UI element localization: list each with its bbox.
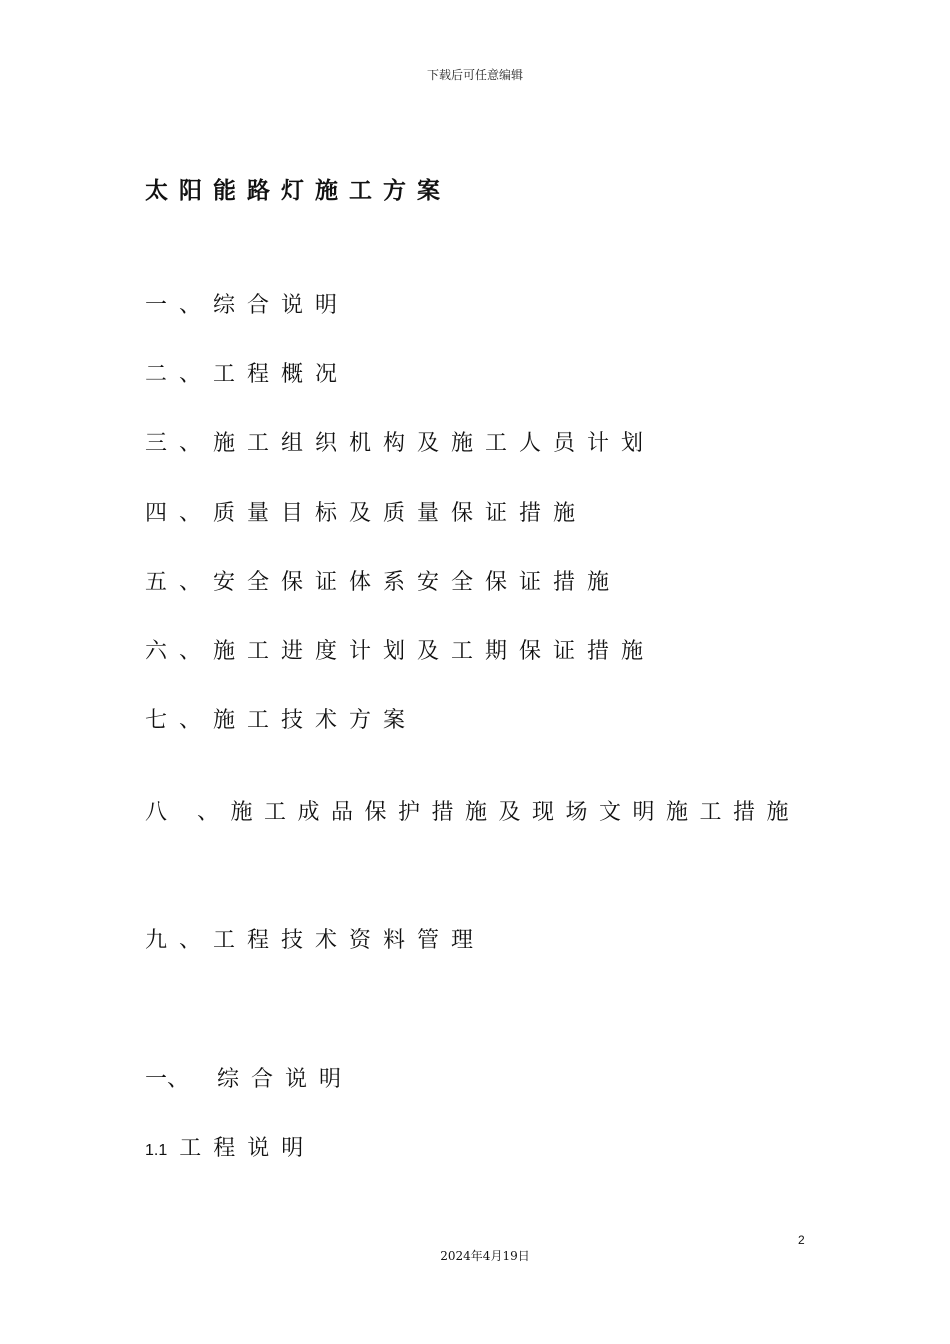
subsection-number: 1.1 bbox=[145, 1142, 168, 1159]
toc-item-number: 一、 bbox=[145, 293, 214, 318]
toc-item bbox=[145, 923, 485, 954]
toc-item-text: 工程技术资料管理 bbox=[213, 928, 486, 953]
toc-item-text: 施工组织机构及施工人员计划 bbox=[213, 431, 656, 456]
toc-item-text: 工程概况 bbox=[213, 362, 350, 387]
toc-item-text: 施工进度计划及工期保证措施 bbox=[213, 639, 656, 664]
toc-item-number: 二、 bbox=[145, 362, 214, 387]
toc-item bbox=[145, 703, 417, 734]
header-note: 下载后可任意编辑 bbox=[426, 68, 523, 82]
toc-item-text: 质量目标及质量保证措施 bbox=[213, 501, 588, 526]
toc-item-number: 六、 bbox=[145, 639, 214, 664]
toc-item bbox=[145, 288, 349, 319]
toc-item bbox=[145, 357, 349, 388]
toc-item-text: 安全保证体系安全保证措施 bbox=[213, 570, 622, 595]
section-heading bbox=[145, 1062, 353, 1093]
section-title: 综合说明 bbox=[217, 1067, 354, 1092]
toc-item-text: 综合说明 bbox=[213, 293, 350, 318]
footer-date: 2024年4月19日 bbox=[440, 1249, 530, 1263]
toc-item-number: 五、 bbox=[145, 570, 214, 595]
section-number: 一、 bbox=[145, 1067, 190, 1092]
toc-item-number: 七、 bbox=[145, 708, 214, 733]
page-number: 2 bbox=[798, 1233, 805, 1247]
toc-item bbox=[145, 634, 655, 665]
toc-item bbox=[145, 496, 587, 527]
toc-item bbox=[145, 565, 621, 596]
subsection-title: 工程说明 bbox=[179, 1136, 316, 1161]
toc-item-number: 九、 bbox=[145, 928, 214, 953]
toc-item-text: 施工成品保护措施及现场文明施工措施 bbox=[230, 800, 801, 825]
toc-item bbox=[145, 426, 655, 457]
toc-item bbox=[145, 772, 805, 853]
toc-item-number: 八 、 bbox=[145, 800, 231, 825]
toc-item-number: 三、 bbox=[145, 431, 214, 456]
subsection-heading bbox=[145, 1131, 315, 1162]
toc-item-number: 四、 bbox=[145, 501, 214, 526]
document-title: 太阳能路灯施工方案 bbox=[145, 178, 451, 204]
toc-item-text: 施工技术方案 bbox=[213, 708, 418, 733]
